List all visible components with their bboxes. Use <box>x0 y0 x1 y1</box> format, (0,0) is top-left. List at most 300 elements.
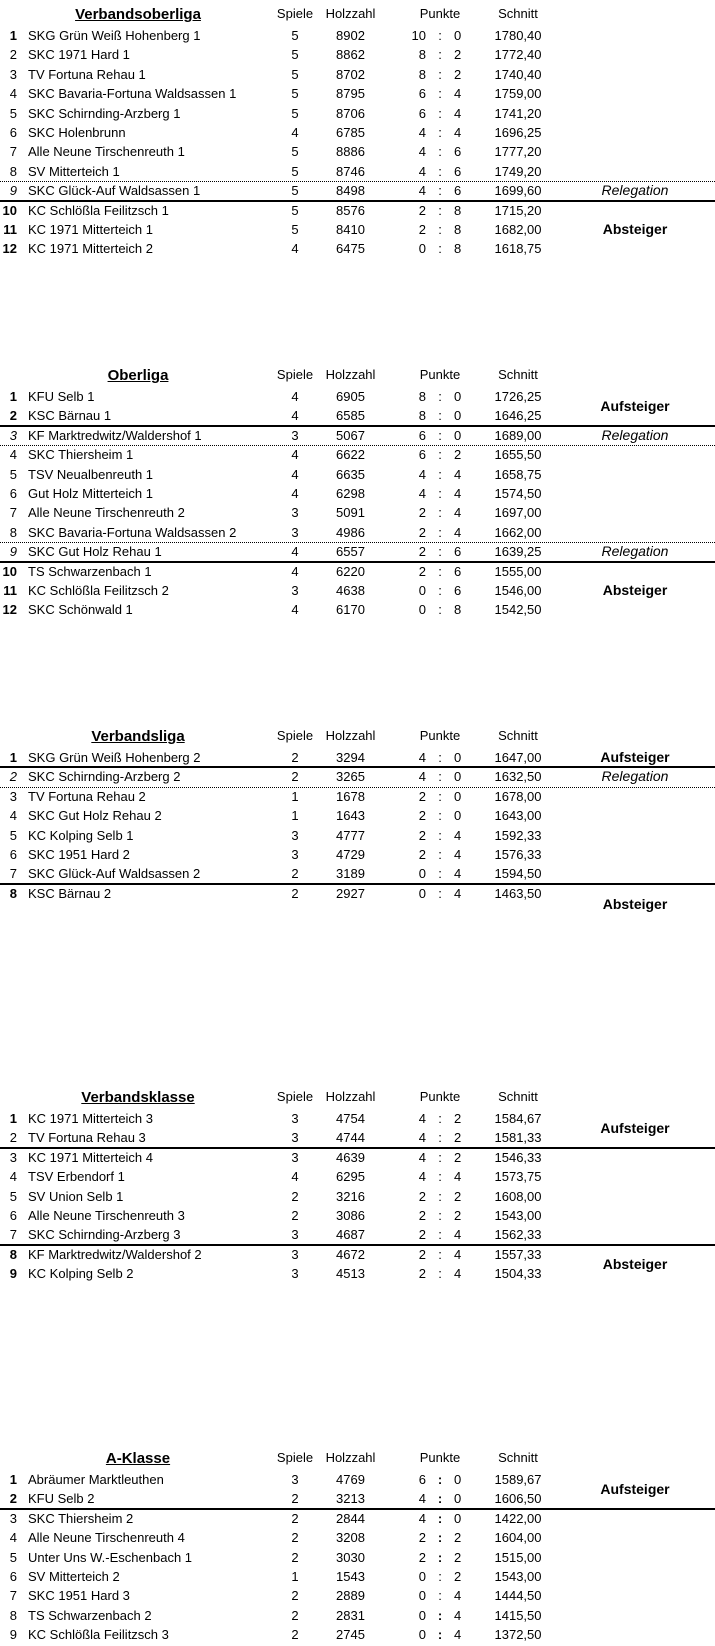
pins-total-cell: 4986 <box>336 524 365 540</box>
average-cell: 1646,25 <box>494 408 542 424</box>
column-header-spiele: Spiele <box>276 367 314 382</box>
solid-divider-line <box>0 883 715 885</box>
points-won-cell: 4 <box>418 1510 426 1526</box>
points-won-cell: 2 <box>418 846 426 862</box>
rank-cell: 8 <box>9 885 17 901</box>
table-row <box>0 864 715 883</box>
rank-cell: 2 <box>9 1491 17 1507</box>
status-label-aufsteiger: Aufsteiger <box>600 1119 670 1136</box>
team-name-cell: Alle Neune Tirschenreuth 3 <box>28 1207 185 1223</box>
points-won-cell: 2 <box>418 221 426 237</box>
pins-total-cell: 6170 <box>336 602 365 618</box>
points-lost-cell: 4 <box>454 1588 462 1604</box>
games-cell: 4 <box>291 124 299 140</box>
rank-cell: 6 <box>9 124 17 140</box>
team-name-cell: Abräumer Marktleuthen <box>28 1472 164 1487</box>
points-won-cell: 8 <box>418 66 426 82</box>
points-lost-cell: 0 <box>454 389 462 404</box>
points-separator: : <box>438 485 442 501</box>
rank-cell: 8 <box>9 1246 17 1262</box>
games-cell: 3 <box>291 1246 299 1262</box>
rank-cell: 5 <box>9 1188 17 1204</box>
pins-total-cell: 1678 <box>336 788 365 804</box>
column-header-spiele: Spiele <box>276 1089 314 1104</box>
points-lost-cell: 0 <box>454 1472 462 1487</box>
table-row <box>0 826 715 845</box>
points-separator: : <box>438 1188 442 1204</box>
pins-total-cell: 6585 <box>336 408 365 424</box>
team-name-cell: KC Schlößla Feilitzsch 2 <box>28 582 169 598</box>
rank-cell: 4 <box>9 86 17 102</box>
rank-cell: 2 <box>9 769 17 785</box>
league-table <box>0 1087 715 1284</box>
rank-cell: 6 <box>9 1207 17 1223</box>
rank-cell: 5 <box>9 1549 17 1565</box>
points-won-cell: 4 <box>418 144 426 160</box>
average-cell: 1504,33 <box>494 1266 542 1282</box>
pins-total-cell: 3216 <box>336 1188 365 1204</box>
team-name-cell: SKG Grün Weiß Hohenberg 2 <box>28 750 201 765</box>
points-lost-cell: 6 <box>454 544 462 560</box>
points-won-cell: 2 <box>418 808 426 824</box>
points-won-cell: 4 <box>418 124 426 140</box>
rank-cell: 3 <box>9 427 17 443</box>
team-name-cell: SKC Holenbrunn <box>28 124 126 140</box>
league-title: A-Klasse <box>105 1450 171 1467</box>
points-separator: : <box>438 1246 442 1262</box>
average-cell: 1632,50 <box>494 769 542 785</box>
points-won-cell: 2 <box>418 1549 426 1565</box>
games-cell: 5 <box>291 163 299 179</box>
pins-total-cell: 6905 <box>336 389 365 404</box>
table-row <box>0 1567 715 1586</box>
points-lost-cell: 0 <box>454 769 462 785</box>
games-cell: 1 <box>291 788 299 804</box>
average-cell: 1574,50 <box>494 485 542 501</box>
rank-cell: 7 <box>9 505 17 521</box>
points-lost-cell: 8 <box>454 241 462 257</box>
pins-total-cell: 1543 <box>336 1568 365 1584</box>
points-won-cell: 2 <box>418 202 426 218</box>
pins-total-cell: 3208 <box>336 1530 365 1546</box>
points-lost-cell: 4 <box>454 1607 462 1623</box>
points-separator: : <box>438 221 442 237</box>
points-separator: : <box>437 1549 443 1565</box>
games-cell: 4 <box>291 241 299 257</box>
points-lost-cell: 4 <box>454 86 462 102</box>
league-header-row <box>0 1448 715 1470</box>
table-row <box>0 845 715 864</box>
points-won-cell: 0 <box>418 241 426 257</box>
points-lost-cell: 4 <box>454 1627 462 1643</box>
rank-cell: 11 <box>3 221 17 237</box>
table-row <box>0 1586 715 1605</box>
status-label-absteiger: Absteiger <box>602 1255 668 1272</box>
column-header-spiele: Spiele <box>276 1450 314 1465</box>
points-lost-cell: 4 <box>454 485 462 501</box>
pins-total-cell: 1643 <box>336 808 365 824</box>
rank-cell: 8 <box>9 163 17 179</box>
points-won-cell: 2 <box>418 1530 426 1546</box>
games-cell: 2 <box>291 1188 299 1204</box>
games-cell: 2 <box>291 1627 299 1643</box>
average-cell: 1463,50 <box>494 885 542 901</box>
points-separator: : <box>438 183 442 199</box>
games-cell: 3 <box>291 1266 299 1282</box>
table-row <box>0 45 715 64</box>
table-row <box>0 65 715 84</box>
average-cell: 1606,50 <box>494 1491 542 1507</box>
points-lost-cell: 8 <box>454 602 462 618</box>
average-cell: 1639,25 <box>494 544 542 560</box>
pins-total-cell: 6475 <box>336 241 365 257</box>
average-cell: 1608,00 <box>494 1188 542 1204</box>
team-name-cell: TSV Neualbenreuth 1 <box>28 466 154 482</box>
points-won-cell: 4 <box>418 163 426 179</box>
average-cell: 1699,60 <box>494 183 542 199</box>
solid-divider-line <box>0 1147 715 1149</box>
column-header-schnitt: Schnitt <box>498 6 538 21</box>
points-lost-cell: 4 <box>454 1227 462 1243</box>
points-lost-cell: 4 <box>454 827 462 843</box>
table-row <box>0 1148 715 1167</box>
games-cell: 5 <box>291 66 299 82</box>
rank-cell: 5 <box>9 466 17 482</box>
points-separator: : <box>437 1607 443 1623</box>
team-name-cell: Alle Neune Tirschenreuth 4 <box>28 1530 185 1546</box>
league-table <box>0 365 715 620</box>
table-row <box>0 787 715 806</box>
pins-total-cell: 2831 <box>336 1607 365 1623</box>
rank-cell: 2 <box>9 1130 17 1146</box>
team-name-cell: KFU Selb 2 <box>28 1491 95 1507</box>
games-cell: 3 <box>291 1111 299 1126</box>
pins-total-cell: 2745 <box>336 1627 365 1643</box>
points-separator: : <box>438 544 442 560</box>
pins-total-cell: 8702 <box>336 66 365 82</box>
rank-cell: 7 <box>9 866 17 882</box>
average-cell: 1777,20 <box>494 144 542 160</box>
average-cell: 1543,00 <box>494 1568 542 1584</box>
pins-total-cell: 6295 <box>336 1169 365 1185</box>
average-cell: 1573,75 <box>494 1169 542 1185</box>
games-cell: 3 <box>291 1227 299 1243</box>
games-cell: 5 <box>291 86 299 102</box>
pins-total-cell: 8410 <box>336 221 365 237</box>
rank-cell: 9 <box>9 183 17 199</box>
average-cell: 1780,40 <box>494 28 542 43</box>
rank-cell: 6 <box>9 1568 17 1584</box>
points-separator: : <box>438 163 442 179</box>
points-lost-cell: 2 <box>454 1130 462 1146</box>
points-separator: : <box>438 1111 442 1126</box>
pins-total-cell: 8498 <box>336 183 365 199</box>
rank-cell: 7 <box>9 1227 17 1243</box>
table-row <box>0 1548 715 1567</box>
points-lost-cell: 4 <box>454 505 462 521</box>
games-cell: 3 <box>291 582 299 598</box>
team-name-cell: SKC 1971 Hard 1 <box>28 47 130 63</box>
points-lost-cell: 6 <box>454 183 462 199</box>
points-lost-cell: 4 <box>454 846 462 862</box>
points-won-cell: 0 <box>418 866 426 882</box>
points-lost-cell: 8 <box>454 202 462 218</box>
points-won-cell: 6 <box>418 447 426 463</box>
team-name-cell: SKC Schirnding-Arzberg 3 <box>28 1227 181 1243</box>
points-lost-cell: 4 <box>454 124 462 140</box>
points-won-cell: 2 <box>418 544 426 560</box>
average-cell: 1515,00 <box>494 1549 542 1565</box>
points-separator: : <box>438 808 442 824</box>
team-name-cell: Alle Neune Tirschenreuth 1 <box>28 144 185 160</box>
table-row <box>0 104 715 123</box>
team-name-cell: SV Union Selb 1 <box>28 1188 124 1204</box>
points-lost-cell: 2 <box>454 1530 462 1546</box>
team-name-cell: SKG Grün Weiß Hohenberg 1 <box>28 28 201 43</box>
rank-cell: 4 <box>9 447 17 463</box>
points-won-cell: 2 <box>418 563 426 579</box>
games-cell: 2 <box>291 885 299 901</box>
rank-cell: 5 <box>9 827 17 843</box>
column-header-punkte: Punkte <box>419 367 461 382</box>
points-separator: : <box>438 885 442 901</box>
league-header-row <box>0 365 715 387</box>
team-name-cell: TS Schwarzenbach 1 <box>28 563 152 579</box>
average-cell: 1715,20 <box>494 202 542 218</box>
pins-total-cell: 8886 <box>336 144 365 160</box>
column-header-spiele: Spiele <box>276 6 314 21</box>
games-cell: 4 <box>291 485 299 501</box>
team-name-cell: SKC 1951 Hard 2 <box>28 846 130 862</box>
column-header-schnitt: Schnitt <box>498 728 538 743</box>
points-won-cell: 0 <box>418 602 426 618</box>
table-row <box>0 806 715 825</box>
games-cell: 5 <box>291 105 299 121</box>
points-separator: : <box>438 124 442 140</box>
points-separator: : <box>438 1149 442 1165</box>
points-won-cell: 6 <box>418 427 426 443</box>
rank-cell: 10 <box>2 563 17 579</box>
games-cell: 3 <box>291 1149 299 1165</box>
pins-total-cell: 8706 <box>336 105 365 121</box>
average-cell: 1726,25 <box>494 389 542 404</box>
column-header-schnitt: Schnitt <box>498 1450 538 1465</box>
points-won-cell: 0 <box>418 1627 426 1643</box>
pins-total-cell: 2889 <box>336 1588 365 1604</box>
rank-cell: 1 <box>9 1472 17 1487</box>
games-cell: 4 <box>291 544 299 560</box>
rank-cell: 1 <box>9 1111 17 1126</box>
points-separator: : <box>438 202 442 218</box>
games-cell: 5 <box>291 28 299 43</box>
team-name-cell: KC Schlößla Feilitzsch 1 <box>28 202 169 218</box>
games-cell: 3 <box>291 505 299 521</box>
games-cell: 2 <box>291 1207 299 1223</box>
table-row <box>0 1187 715 1206</box>
games-cell: 2 <box>291 1510 299 1526</box>
team-name-cell: SKC 1951 Hard 3 <box>28 1588 130 1604</box>
league-header-row <box>0 4 715 26</box>
table-row <box>0 1509 715 1528</box>
average-cell: 1584,67 <box>494 1111 542 1126</box>
points-won-cell: 0 <box>418 1607 426 1623</box>
points-separator: : <box>438 1568 442 1584</box>
table-row <box>0 1528 715 1547</box>
rank-cell: 8 <box>9 524 17 540</box>
table-row <box>0 123 715 142</box>
team-name-cell: Gut Holz Mitterteich 1 <box>28 485 153 501</box>
points-separator: : <box>438 144 442 160</box>
points-lost-cell: 2 <box>454 66 462 82</box>
average-cell: 1647,00 <box>494 750 542 765</box>
points-separator: : <box>438 105 442 121</box>
games-cell: 1 <box>291 808 299 824</box>
games-cell: 5 <box>291 183 299 199</box>
team-name-cell: KFU Selb 1 <box>28 389 95 404</box>
league-title: Verbandsliga <box>91 728 185 745</box>
table-row <box>0 201 715 220</box>
pins-total-cell: 8862 <box>336 47 365 63</box>
pins-total-cell: 4638 <box>336 582 365 598</box>
points-won-cell: 2 <box>418 827 426 843</box>
column-header-schnitt: Schnitt <box>498 1089 538 1104</box>
points-won-cell: 2 <box>418 1207 426 1223</box>
games-cell: 2 <box>291 1549 299 1565</box>
points-lost-cell: 0 <box>454 808 462 824</box>
points-separator: : <box>438 1169 442 1185</box>
rank-cell: 3 <box>9 1510 17 1526</box>
table-row <box>0 1167 715 1186</box>
status-label-absteiger: Absteiger <box>602 221 668 237</box>
status-label-absteiger: Absteiger <box>602 582 668 598</box>
team-name-cell: TV Fortuna Rehau 1 <box>28 66 146 82</box>
team-name-cell: SKC Thiersheim 1 <box>28 447 134 463</box>
pins-total-cell: 8576 <box>336 202 365 218</box>
table-row <box>0 600 715 619</box>
average-cell: 1372,50 <box>494 1627 542 1643</box>
points-separator: : <box>437 1510 443 1526</box>
points-separator: : <box>438 86 442 102</box>
table-row <box>0 1606 715 1625</box>
rank-cell: 4 <box>9 1169 17 1185</box>
team-name-cell: KC 1971 Mitterteich 2 <box>28 241 154 257</box>
points-lost-cell: 0 <box>454 1510 462 1526</box>
points-won-cell: 2 <box>418 1246 426 1262</box>
points-lost-cell: 6 <box>454 582 462 598</box>
team-name-cell: SKC Glück-Auf Waldsassen 1 <box>28 183 201 199</box>
games-cell: 3 <box>291 1472 299 1487</box>
status-label-aufsteiger: Aufsteiger <box>600 749 670 765</box>
average-cell: 1655,50 <box>494 447 542 463</box>
table-row <box>0 84 715 103</box>
team-name-cell: KC Schlößla Feilitzsch 3 <box>28 1627 169 1643</box>
table-row <box>0 26 715 45</box>
pins-total-cell: 6635 <box>336 466 365 482</box>
team-name-cell: KC Kolping Selb 2 <box>28 1266 134 1282</box>
team-name-cell: SKC Gut Holz Rehau 1 <box>28 544 162 560</box>
status-label-absteiger: Absteiger <box>602 896 668 913</box>
games-cell: 2 <box>291 1607 299 1623</box>
points-lost-cell: 8 <box>454 221 462 237</box>
points-won-cell: 4 <box>418 466 426 482</box>
points-won-cell: 6 <box>418 86 426 102</box>
games-cell: 4 <box>291 389 299 404</box>
average-cell: 1741,20 <box>494 105 542 121</box>
points-lost-cell: 6 <box>454 563 462 579</box>
points-won-cell: 4 <box>418 769 426 785</box>
average-cell: 1772,40 <box>494 47 542 63</box>
average-cell: 1576,33 <box>494 846 542 862</box>
points-won-cell: 6 <box>418 1472 426 1487</box>
rank-cell: 3 <box>9 788 17 804</box>
points-lost-cell: 0 <box>454 28 462 43</box>
pins-total-cell: 4754 <box>336 1111 365 1126</box>
table-row <box>0 465 715 484</box>
points-won-cell: 2 <box>418 524 426 540</box>
points-separator: : <box>438 47 442 63</box>
team-name-cell: TS Schwarzenbach 2 <box>28 1607 152 1623</box>
pins-total-cell: 5067 <box>336 427 365 443</box>
points-won-cell: 4 <box>418 750 426 765</box>
points-won-cell: 4 <box>418 1149 426 1165</box>
points-separator: : <box>438 1227 442 1243</box>
solid-divider-line <box>0 1508 715 1510</box>
table-row <box>0 142 715 161</box>
average-cell: 1697,00 <box>494 505 542 521</box>
points-separator: : <box>437 1530 443 1546</box>
rank-cell: 3 <box>9 1149 17 1165</box>
games-cell: 4 <box>291 1169 299 1185</box>
points-lost-cell: 2 <box>454 447 462 463</box>
games-cell: 5 <box>291 144 299 160</box>
points-won-cell: 10 <box>411 28 426 43</box>
points-separator: : <box>438 827 442 843</box>
solid-divider-line <box>0 1244 715 1246</box>
points-won-cell: 8 <box>418 47 426 63</box>
average-cell: 1592,33 <box>494 827 542 843</box>
rank-cell: 9 <box>9 544 17 560</box>
points-won-cell: 8 <box>418 389 426 404</box>
games-cell: 2 <box>291 1491 299 1507</box>
rank-cell: 11 <box>3 582 17 598</box>
team-name-cell: SV Mitterteich 2 <box>28 1568 120 1584</box>
team-name-cell: KF Marktredwitz/Waldershof 2 <box>28 1246 202 1262</box>
points-separator: : <box>438 241 442 257</box>
points-separator: : <box>438 1266 442 1282</box>
team-name-cell: KC 1971 Mitterteich 3 <box>28 1111 154 1126</box>
rank-cell: 4 <box>9 1530 17 1546</box>
points-lost-cell: 0 <box>454 408 462 424</box>
rank-cell: 1 <box>9 750 17 765</box>
pins-total-cell: 2927 <box>336 885 365 901</box>
pins-total-cell: 4513 <box>336 1266 365 1282</box>
average-cell: 1749,20 <box>494 163 542 179</box>
points-separator: : <box>438 505 442 521</box>
status-label-relegation: Relegation <box>601 543 669 560</box>
rank-cell: 8 <box>9 1607 17 1623</box>
average-cell: 1696,25 <box>494 124 542 140</box>
points-won-cell: 2 <box>418 1188 426 1204</box>
points-lost-cell: 4 <box>454 1246 462 1262</box>
points-separator: : <box>437 1472 443 1487</box>
points-lost-cell: 4 <box>454 524 462 540</box>
games-cell: 2 <box>291 750 299 765</box>
pins-total-cell: 6785 <box>336 124 365 140</box>
rank-cell: 1 <box>9 389 17 404</box>
rank-cell: 4 <box>9 808 17 824</box>
rank-cell: 7 <box>9 1588 17 1604</box>
rank-cell: 9 <box>9 1266 17 1282</box>
